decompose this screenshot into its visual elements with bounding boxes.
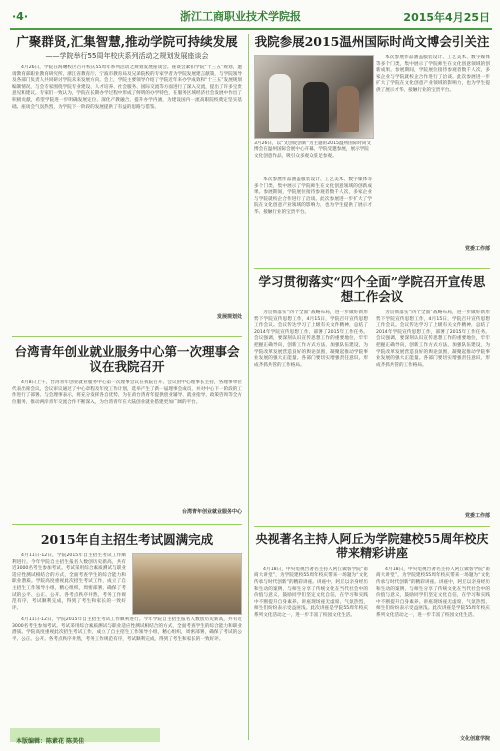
article-wenzhou-expo: [254, 34, 490, 264]
article-body: 为贯彻落实“四个全面”战略布局，进一步做好新形势下学院宣传思想工作，4月15日，学院召开宣传思想工作会议。会议传达学习了上级有关文件精神，总结了2014年学院宣传思想工作，部署了2015年工作任务。会议强调，要深刻认识宣传思想工作的重要地位，牢牢把握正确导向，创新工作方式方法，加强队伍建设，为学院改革发展营造良好的舆论氛围，凝聚起推动学院事业发展的强大正能量。各部门要切实增强责任意识，形成齐抓共管的工作格局。: [254, 310, 368, 368]
paper-name: 浙江工商职业技术学院报: [180, 10, 301, 23]
article-title: 台湾青年创业就业服务中心第一次理事会议在我院召开: [14, 344, 240, 374]
article-subtitle: ——学院举行55周年校庆系列活动之规划发展座谈会: [45, 52, 209, 60]
issue-date: 2015年4月25日: [403, 11, 490, 24]
article-body: 4月18日，中央电视台著名主持人阿丘做客学院“甬商大讲堂”，为学院建校55周年校庆带来一场题为“文化传承与时代创新”的精彩讲座。讲座中，阿丘以亲身经历和生动的案例，与师生分享了传统文化在当代社会中的价值与意义，鼓励同学们坚定文化自信，在学习和实践中不断提升自身素养。讲座现场座无虚席，气氛热烈，师生们纷纷表示受益匪浅。此次讲座是学院55周年校庆系列文化活动之一，进一步丰富了校园文化生活。: [254, 566, 368, 618]
article-body: 本次参展作品涵盖服装设计、工艺美术、数字媒体等多个门类，集中展示了学院师生在文化创意领域的创新成果。参展期间，学院展位接待参观者数千人次，多家企业与学院就校企合作进行了洽谈。此次参展进一步扩大了学院在文化创意产业领域的影响力，也为学生提供了展示才华、接触行业的宝贵平台。: [376, 55, 490, 93]
photo-caption: 3月26日，以“文创促创新”为主题的2015温州国际时尚文博会在温州国际会展中心开幕，学院受邀参展，展示学院文化创意作品，吸引众多观众驻足参观。: [254, 141, 372, 159]
divider: [254, 268, 490, 269]
article-title: 2015年自主招生考试圆满完成: [40, 532, 214, 547]
article-body-right: 为贯彻落实“四个全面”战略布局，进一步做好新形势下学院宣传思想工作，4月15日，学院召开宣传思想工作会议。会议传达学习了上级有关文件精神，总结了2014年学院宣传思想工作，部署了2015年工作任务。会议强调，要深刻认识宣传思想工作的重要地位，牢牢把握正确导向，创新工作方式方法，加强队伍建设，为学院改革发展营造良好的舆论氛围，凝聚起推动学院事业发展的强大正能量。各部门要切实增强责任意识，形成齐抓共管的工作格局。: [376, 310, 490, 368]
article-byline: 台湾青年创业就业服务中心: [181, 509, 242, 515]
article-byline: 党委工作部: [464, 513, 490, 519]
article-propaganda-meeting: [254, 274, 490, 522]
article-title: 央视著名主持人阿丘为学院建校55周年校庆带来精彩讲座: [255, 532, 489, 561]
divider: [12, 524, 242, 525]
article-body: 4月11日-12日，学院2015年自主招生考试工作顺利进行。今年学院自主招生报名人数创历史新高，共有近3000名考生参加考试。考试采用综合素质测试与职业适应性测试相结合的方式，全面考查学生的综合能力和职业潜质。学院高度重视此次招生考试工作，成立了自主招生工作领导小组，精心组织，周密部署，确保了考试的公平、公正、公开。各考点秩序井然，考务工作规范有序，考试顺利完成，得到了考生和家长的一致好评。: [12, 617, 242, 642]
article-title: 我院参展2015温州国际时尚文博会引关注: [254, 34, 490, 49]
article-taiwan-youth-center: [12, 344, 242, 516]
article-byline: 文化创意学院: [459, 735, 490, 742]
article-title: 学习贯彻落实“四个全面”学院召开宣传思想工作会议: [258, 274, 486, 304]
article-byline: 党委工作部: [464, 246, 490, 252]
column-divider: [248, 34, 249, 740]
article-body: 4月26日，学院在海曙校区召开校庆55周年系列活动之规划发展座谈会。座谈会紧扣学院“十三五”规划，邀请教育部职业教育研究所、浙江省教育厅、宁波市教育局及兄弟院校的专家学者为学院发展建言献策，与学院领导及各部门负责人共同研讨学院未来发展方向。会上，学院主要领导介绍了学院近年来办学成效和“十三五”发展规划编制情况，与会专家围绕学院专业建设、人才培养、社会服务、国际交流等方面进行了深入交流，提出了许多宝贵意见和建议。专家们一致认为，学院在长期办学过程中形成了鲜明的办学特色，在服务区域经济社会发展中作出了积极贡献，希望学院进一步明确发展定位，深化产教融合，提升办学内涵，为建设国内一流高职院校奠定坚实基础。座谈会气氛热烈，为学院下一阶段的发展提供了有益的思路与借鉴。: [12, 65, 242, 110]
article-host-lecture: [254, 532, 490, 742]
exam-hall-photo: [132, 553, 242, 615]
article-title: 广聚群贤,汇集智慧,推动学院可持续发展: [16, 34, 238, 49]
editors-credit: 本版编辑：陈素花 陈美佳: [16, 738, 85, 745]
article-planning-forum: [12, 34, 242, 334]
divider: [254, 526, 490, 527]
divider: [12, 336, 242, 337]
page-number: ·4·: [12, 10, 29, 23]
article-body-left: 本次参展作品涵盖服装设计、工艺美术、数字媒体等多个门类，集中展示了学院师生在文化创意领域的创新成果。参展期间，学院展位接待参观者数千人次，多家企业与学院就校企合作进行了洽谈。此次参展进一步扩大了学院在文化创意产业领域的影响力，也为学生提供了展示才华、接触行业的宝贵平台。: [254, 177, 372, 215]
article-body-col: 4月11日-12日，学院2015年自主招生考试工作顺利进行。今年学院自主招生报名人数创历史新高，共有近3000名考生参加考试。考试采用综合素质测试与职业适应性测试相结合的方式，全面考查学生的综合能力和职业潜质。学院高度重视此次招生考试工作，成立了自主招生工作领导小组，精心组织，周密部署，确保了考试的公平、公正、公开。各考点秩序井然，考务工作规范有序，考试顺利完成，得到了考生和家长的一致好评。: [12, 553, 126, 611]
page-header: [10, 6, 492, 30]
article-body: 4月8日上午，台湾青年创业就业服务中心第一次理事会议在我院召开。会议由中心理事长主持，各理事单位代表出席会议。会议审议通过了中心章程及年度工作计划，选举产生了新一届理事会成员，并对中心下一阶段的工作进行了部署。与会理事表示，将充分发挥各自优势，为在甬台湾青年提供创业辅导、就业指导、政策咨询等全方位服务，推动两岸青年交流合作不断深入，为台湾青年在大陆创业就业搭建更加广阔的平台。: [12, 380, 242, 405]
article-byline: 发展规划处: [216, 314, 242, 320]
article-body-right: 4月18日，中央电视台著名主持人阿丘做客学院“甬商大讲堂”，为学院建校55周年校庆带来一场题为“文化传承与时代创新”的精彩讲座。讲座中，阿丘以亲身经历和生动的案例，与师生分享了传统文化在当代社会中的价值与意义，鼓励同学们坚定文化自信，在学习和实践中不断提升自身素养。讲座现场座无虚席，气氛热烈，师生们纷纷表示受益匪浅。此次讲座是学院55周年校庆系列文化活动之一，进一步丰富了校园文化生活。: [376, 566, 490, 618]
article-admission-exam: [12, 532, 242, 724]
expo-booth-photo: [254, 55, 374, 139]
editor-bar: [10, 728, 160, 745]
